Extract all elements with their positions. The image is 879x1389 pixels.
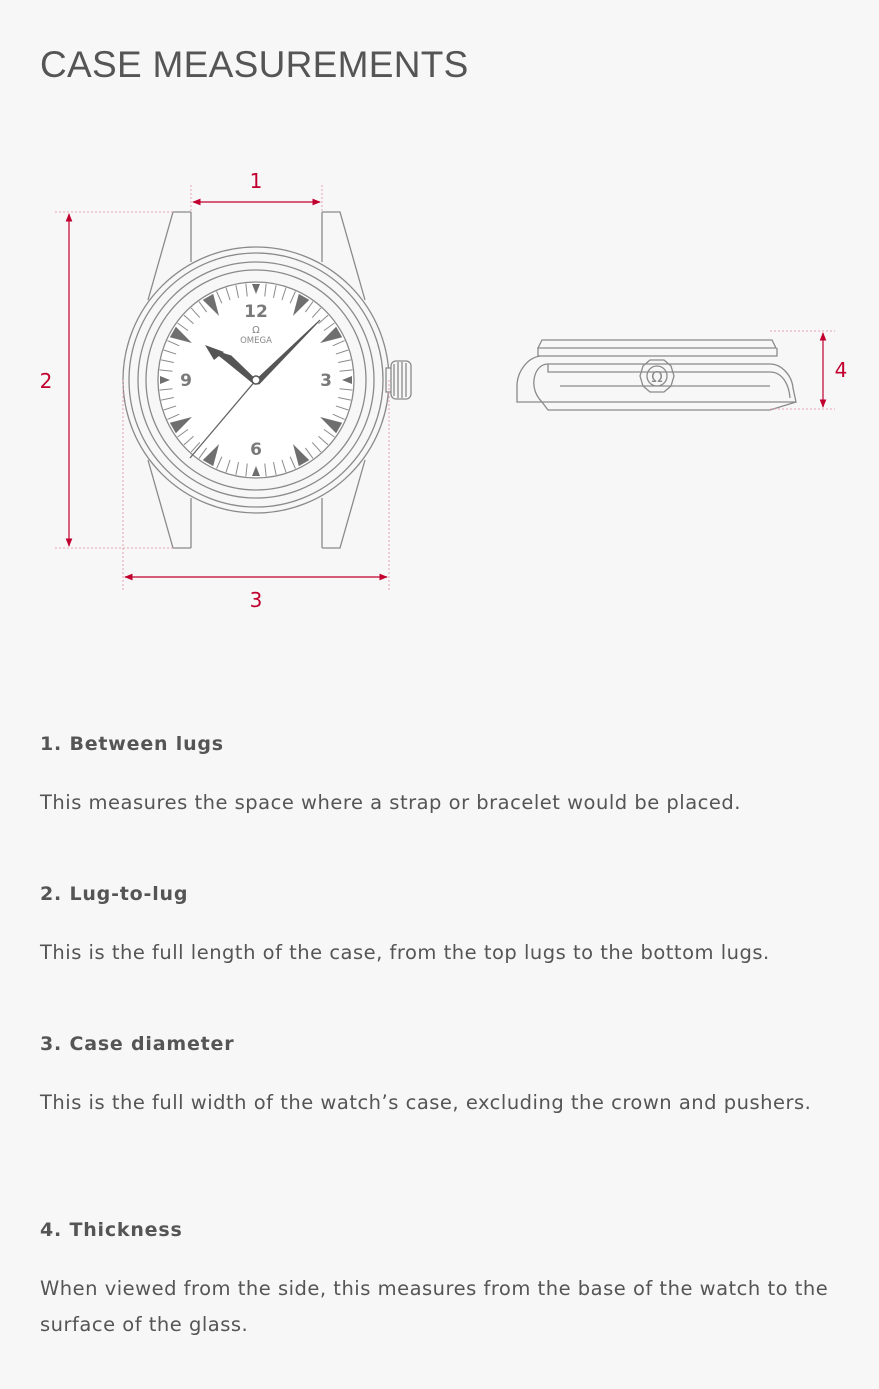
page-title: CASE MEASUREMENTS [40, 44, 469, 85]
case-measurement-diagram [0, 150, 879, 620]
watch-crown [386, 361, 411, 399]
section-body: When viewed from the side, this measures from the base of the watch to the surface of the glass. [40, 1277, 829, 1336]
section-body: This measures the space where a strap or bracelet would be placed. [40, 791, 741, 814]
crown-logo-icon: Ω [651, 368, 663, 386]
section-case-diameter [40, 1033, 850, 1121]
dial-numeral-12: 12 [244, 302, 268, 322]
section-body: This is the full length of the case, from the top lugs to the bottom lugs. [40, 941, 770, 964]
dimension-label-4: 4 [834, 358, 848, 382]
dimension-label-2: 2 [39, 369, 53, 393]
section-heading: 3. Case diameter [40, 1033, 235, 1055]
dimension-label-3: 3 [249, 588, 263, 612]
section-heading: 2. Lug-to-lug [40, 883, 189, 905]
watch-side-view [517, 340, 796, 410]
section-lug-to-lug [40, 883, 850, 971]
section-thickness [40, 1219, 850, 1343]
dial-numeral-6: 6 [250, 440, 262, 460]
dimension-label-1: 1 [249, 169, 263, 193]
section-heading: 4. Thickness [40, 1219, 183, 1241]
dial-numeral-3: 3 [320, 371, 332, 391]
dial-brand: OMEGA [240, 336, 272, 346]
section-heading: 1. Between lugs [40, 733, 224, 755]
watch-front-view [123, 212, 411, 548]
section-between-lugs [40, 733, 850, 821]
section-body: This is the full width of the watch’s case, excluding the crown and pushers. [40, 1091, 812, 1114]
omega-logo-icon: Ω [252, 325, 260, 336]
dial-numeral-9: 9 [180, 371, 192, 391]
